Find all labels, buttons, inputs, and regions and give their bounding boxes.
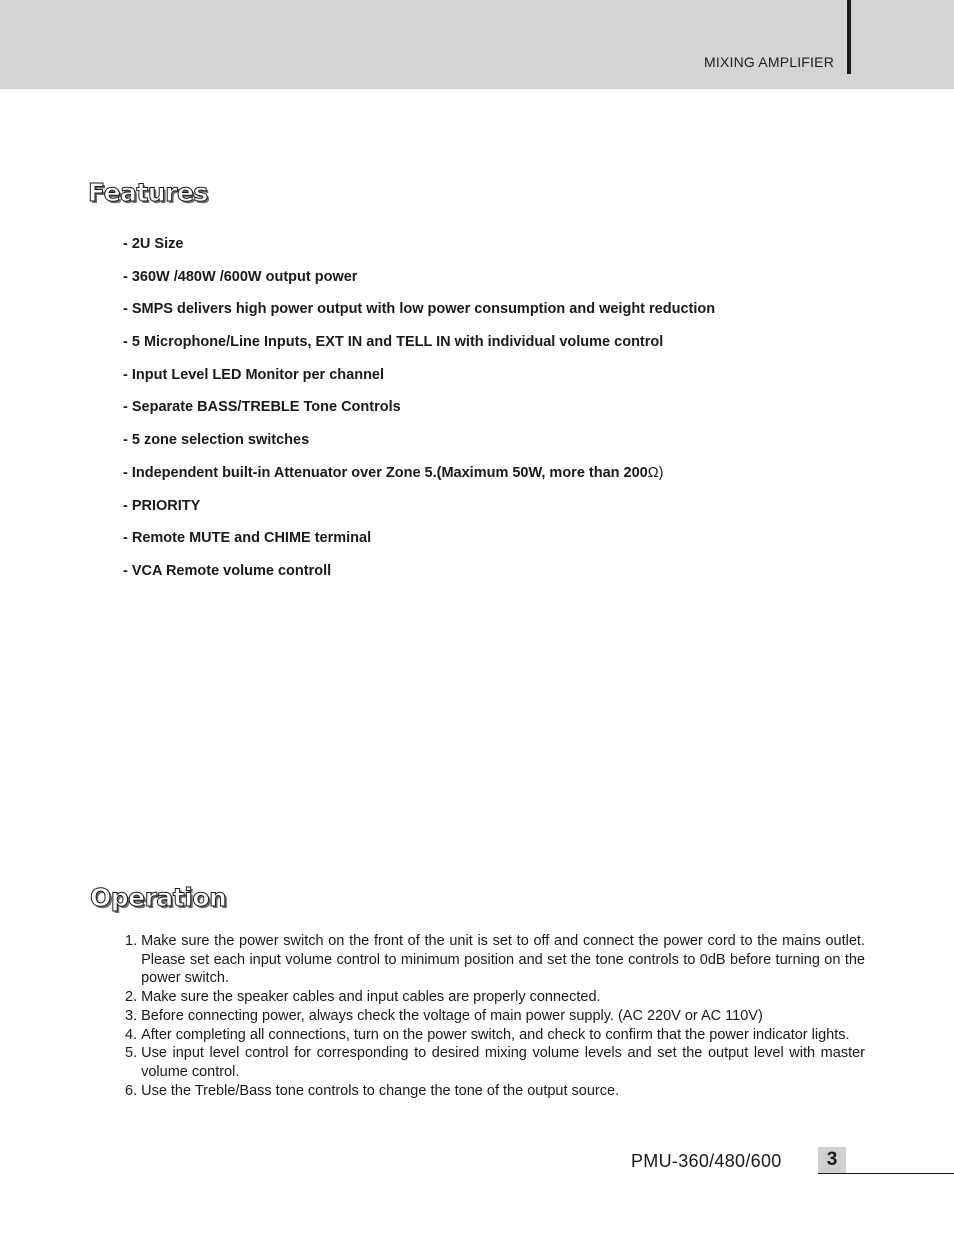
feature-item: - Remote MUTE and CHIME terminal [123,530,372,547]
footer-divider [818,1173,954,1174]
features-heading: Features [88,178,208,207]
step-text: Before connecting power, always check the voltage of main power supply. (AC 220V or AC 110V) [141,1007,763,1024]
operation-step [125,1026,865,1045]
step-text: After completing all connections, turn on the power switch, and check to confirm that the power indicator lights. [141,1026,850,1043]
step-number: 4. [125,1026,138,1043]
feature-item [123,463,715,496]
operation-step [125,1082,865,1101]
header-band [0,0,954,89]
feature-item: - PRIORITY [123,497,201,514]
step-text: Use input level control for corresponding to desired mixing volume levels and set the output level with master volume control. [141,1045,865,1080]
operation-step [125,988,865,1007]
feature-item: - Separate BASS/TREBLE Tone Controls [123,399,401,416]
step-number: 1. [125,933,138,949]
footer-model: PMU-360/480/600 [631,1151,782,1171]
operation-step [125,1007,865,1026]
step-text: Use the Treble/Bass tone controls to change the tone of the output source. [141,1082,620,1099]
operation-step [125,932,865,988]
ohm-unit: Ω) [647,464,664,481]
step-number: 5. [125,1045,138,1062]
step-number: 3. [125,1007,138,1024]
feature-item: - 360W /480W /600W output power [123,268,358,285]
feature-item: - 5 Microphone/Line Inputs, EXT IN and TELL IN with individual volume control [123,334,664,351]
feature-item: - 5 zone selection switches [123,432,310,449]
step-number: 2. [125,989,138,1006]
feature-list [123,234,715,594]
operation-steps [125,932,865,1100]
header-title: MIXING AMPLIFIER [704,54,834,70]
feature-item-text: - Independent built-in Attenuator over Zone 5.(Maximum 50W, more than 200 [123,464,648,481]
operation-heading: Operation [90,883,227,912]
feature-item: - 2U Size [123,236,184,252]
feature-item: - Input Level LED Monitor per channel [123,366,385,383]
step-text: Make sure the speaker cables and input cables are properly connected. [141,989,601,1006]
feature-item: - VCA Remote volume controll [123,562,332,579]
feature-item: - SMPS delivers high power output with low power consumption and weight reduction [123,301,716,318]
step-number: 6. [125,1082,138,1099]
page-number: 3 [818,1147,846,1173]
operation-step [125,1044,865,1081]
header-divider [847,0,851,74]
step-text: Make sure the power switch on the front of the unit is set to off and connect the power cord to the mains outlet. Please set each input volume control to minimum position and set the tone controls to 0dB before turning on the power switch. [141,933,865,987]
